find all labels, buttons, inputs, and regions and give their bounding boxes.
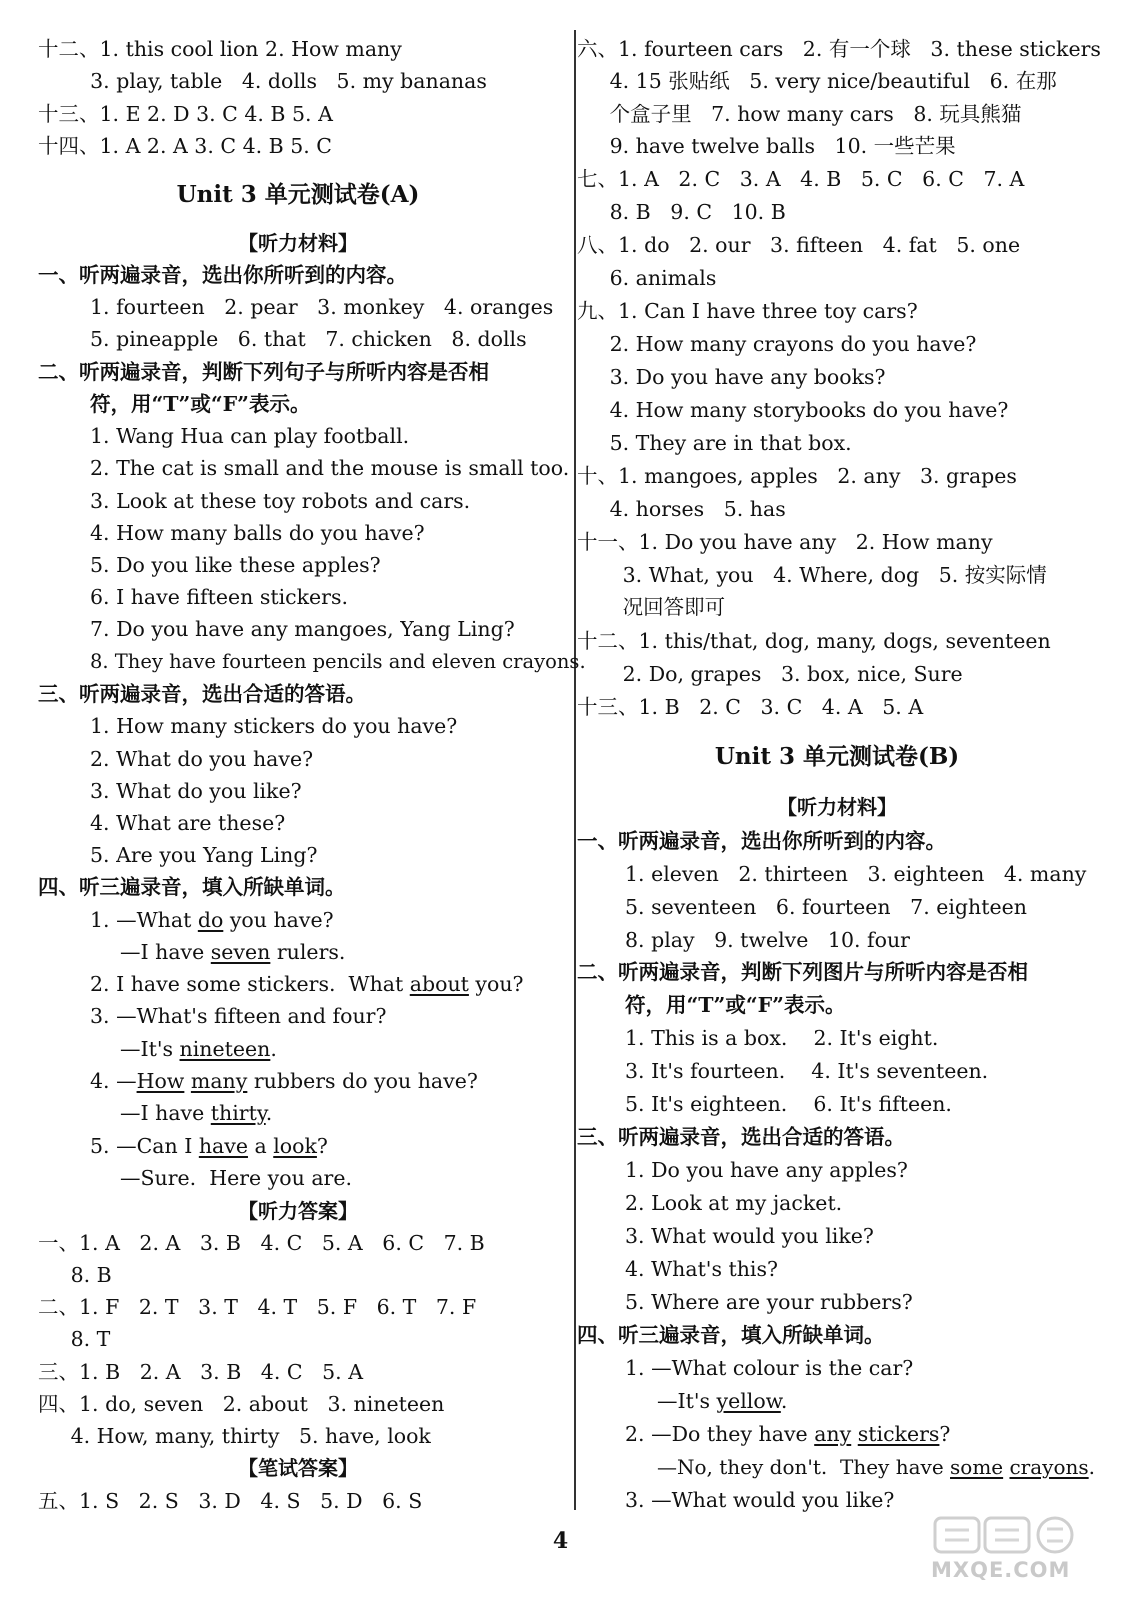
text-line: 9. have twelve balls 10. 一些芒果 bbox=[577, 134, 956, 158]
text-line: 1. How many stickers do you have? bbox=[90, 714, 458, 738]
text-line: 5. Are you Yang Ling? bbox=[90, 843, 318, 867]
unit-heading-b: Unit 3 单元测试卷(B) bbox=[714, 743, 960, 770]
text-line: 5. It's eighteen. 6. It's fifteen. bbox=[625, 1092, 952, 1116]
text-line: 五、1. S 2. S 3. D 4. S 5. D 6. S bbox=[38, 1489, 423, 1513]
text-line: —It's yellow. bbox=[657, 1389, 788, 1413]
text-line: 一、1. A 2. A 3. B 4. C 5. A 6. C 7. B bbox=[38, 1231, 485, 1255]
text-line: 6. I have fifteen stickers. bbox=[90, 585, 349, 609]
text-line: 8. B 9. C 10. B bbox=[577, 200, 786, 224]
text-line: 1. eleven 2. thirteen 3. eighteen 4. many bbox=[625, 862, 1087, 886]
text-line: —No, they don't. They have some crayons. bbox=[657, 1455, 1096, 1479]
text-line: 3. It's fourteen. 4. It's seventeen. bbox=[625, 1059, 989, 1083]
section-title: 一、听两遍录音，选出你所听到的内容。 bbox=[38, 263, 407, 287]
unit-heading-a: Unit 3 单元测试卷(A) bbox=[176, 181, 420, 208]
text-line: 5. They are in that box. bbox=[577, 431, 852, 455]
text-line: 九、1. Can I have three toy cars? bbox=[577, 299, 918, 323]
listening-answers-title: 【听力答案】 bbox=[238, 1199, 358, 1223]
text-line: 2. Look at my jacket. bbox=[625, 1191, 843, 1215]
text-line: —Sure. Here you are. bbox=[120, 1166, 352, 1190]
text-line: 4. 15 张贴纸 5. very nice/beautiful 6. 在那 bbox=[577, 69, 1057, 93]
text-line: 十三、1. E 2. D 3. C 4. B 5. A bbox=[38, 102, 333, 126]
text-line: 3. —What's fifteen and four? bbox=[90, 1004, 387, 1028]
text-line: 个盒子里 7. how many cars 8. 玩具熊猫 bbox=[577, 102, 1022, 126]
text-line: 4. How many storybooks do you have? bbox=[577, 398, 1009, 422]
text-line: 4. What's this? bbox=[625, 1257, 778, 1281]
text-line: 8. B bbox=[38, 1263, 112, 1287]
text-line: 1. Wang Hua can play football. bbox=[90, 424, 410, 448]
text-line: —I have thirty. bbox=[120, 1101, 273, 1125]
section-title: 四、听三遍录音，填入所缺单词。 bbox=[577, 1323, 885, 1347]
text-line: 5. —Can I have a look? bbox=[90, 1134, 328, 1158]
text-line: —I have seven rulers. bbox=[120, 940, 346, 964]
text-line: 1. This is a box. 2. It's eight. bbox=[625, 1026, 939, 1050]
text-line: 2. How many crayons do you have? bbox=[577, 332, 977, 356]
text-line: 3. Do you have any books? bbox=[577, 365, 886, 389]
text-line: 5. seventeen 6. fourteen 7. eighteen bbox=[625, 895, 1027, 919]
text-line: 况回答即可 bbox=[577, 595, 726, 619]
text-line: 二、1. F 2. T 3. T 4. T 5. F 6. T 7. F bbox=[38, 1295, 477, 1319]
text-line: 十二、1. this/that, dog, many, dogs, seventeen bbox=[577, 629, 1051, 653]
text-line: 2. What do you have? bbox=[90, 747, 314, 771]
column-divider bbox=[574, 30, 576, 1510]
section-title: 二、听两遍录音，判断下列句子与所听内容是否相 bbox=[38, 360, 489, 384]
text-line: 七、1. A 2. C 3. A 4. B 5. C 6. C 7. A bbox=[577, 167, 1025, 191]
section-title: 一、听两遍录音，选出你所听到的内容。 bbox=[577, 829, 946, 853]
text-line: 四、1. do, seven 2. about 3. nineteen bbox=[38, 1392, 445, 1416]
text-line: 8. They have fourteen pencils and eleven crayons. bbox=[90, 650, 586, 673]
text-line: 2. I have some stickers. What about you? bbox=[90, 972, 524, 996]
text-line: 2. Do, grapes 3. box, nice, Sure bbox=[577, 662, 963, 686]
watermark-logo-icon bbox=[933, 1514, 1083, 1556]
text-line: 4. How, many, thirty 5. have, look bbox=[38, 1424, 431, 1448]
text-line: 3. What do you like? bbox=[90, 779, 302, 803]
text-line: 三、1. B 2. A 3. B 4. C 5. A bbox=[38, 1360, 363, 1384]
section-title: 二、听两遍录音，判断下列图片与所听内容是否相 bbox=[577, 960, 1028, 984]
text-line: 八、1. do 2. our 3. fifteen 4. fat 5. one bbox=[577, 233, 1021, 257]
text-line: 8. play 9. twelve 10. four bbox=[625, 928, 910, 952]
text-line: —It's nineteen. bbox=[120, 1037, 277, 1061]
listening-material-title: 【听力材料】 bbox=[238, 231, 358, 255]
section-title: 四、听三遍录音，填入所缺单词。 bbox=[38, 875, 346, 899]
section-title: 符，用“T”或“F”表示。 bbox=[90, 392, 311, 416]
text-line: 5. Do you like these apples? bbox=[90, 553, 381, 577]
text-line: 3. Look at these toy robots and cars. bbox=[90, 489, 471, 513]
written-answers-title: 【笔试答案】 bbox=[238, 1456, 358, 1480]
text-line: 十四、1. A 2. A 3. C 4. B 5. C bbox=[38, 134, 332, 158]
text-line: 3. What would you like? bbox=[625, 1224, 874, 1248]
text-line: 1. fourteen 2. pear 3. monkey 4. oranges bbox=[90, 295, 554, 319]
text-line: 7. Do you have any mangoes, Yang Ling? bbox=[90, 617, 515, 641]
text-line: 十、1. mangoes, apples 2. any 3. grapes bbox=[577, 464, 1017, 488]
text-line: 2. The cat is small and the mouse is small too. bbox=[90, 456, 570, 480]
text-line: 十二、1. this cool lion 2. How many bbox=[38, 37, 402, 61]
text-line: 8. T bbox=[38, 1327, 111, 1351]
section-title: 符，用“T”或“F”表示。 bbox=[625, 993, 846, 1017]
text-line: 十一、1. Do you have any 2. How many bbox=[577, 530, 993, 554]
text-line: 3. —What would you like? bbox=[625, 1488, 895, 1512]
watermark bbox=[925, 1512, 1085, 1592]
text-line: 1. Do you have any apples? bbox=[625, 1158, 908, 1182]
text-line: 3. What, you 4. Where, dog 5. 按实际情 bbox=[577, 563, 1047, 587]
text-line: 4. How many balls do you have? bbox=[90, 521, 425, 545]
page-number: 4 bbox=[552, 1528, 569, 1554]
section-title: 三、听两遍录音，选出合适的答语。 bbox=[38, 682, 366, 706]
text-line: 4. —How many rubbers do you have? bbox=[90, 1069, 478, 1093]
text-line: 5. pineapple 6. that 7. chicken 8. dolls bbox=[90, 327, 527, 351]
text-line: 5. Where are your rubbers? bbox=[625, 1290, 913, 1314]
text-line: 4. horses 5. has bbox=[577, 497, 786, 521]
text-line: 六、1. fourteen cars 2. 有一个球 3. these stickers bbox=[577, 37, 1101, 61]
text-line: 1. —What colour is the car? bbox=[625, 1356, 914, 1380]
text-line: 1. —What do you have? bbox=[90, 908, 334, 932]
watermark-text: MXQE.COM bbox=[931, 1558, 1071, 1582]
text-line: 6. animals bbox=[577, 266, 717, 290]
text-line: 4. What are these? bbox=[90, 811, 286, 835]
text-line: 3. play, table 4. dolls 5. my bananas bbox=[38, 69, 487, 93]
text-line: 2. —Do they have any stickers? bbox=[625, 1422, 951, 1446]
text-line: 十三、1. B 2. C 3. C 4. A 5. A bbox=[577, 695, 924, 719]
listening-material-title: 【听力材料】 bbox=[777, 795, 897, 819]
section-title: 三、听两遍录音，选出合适的答语。 bbox=[577, 1125, 905, 1149]
